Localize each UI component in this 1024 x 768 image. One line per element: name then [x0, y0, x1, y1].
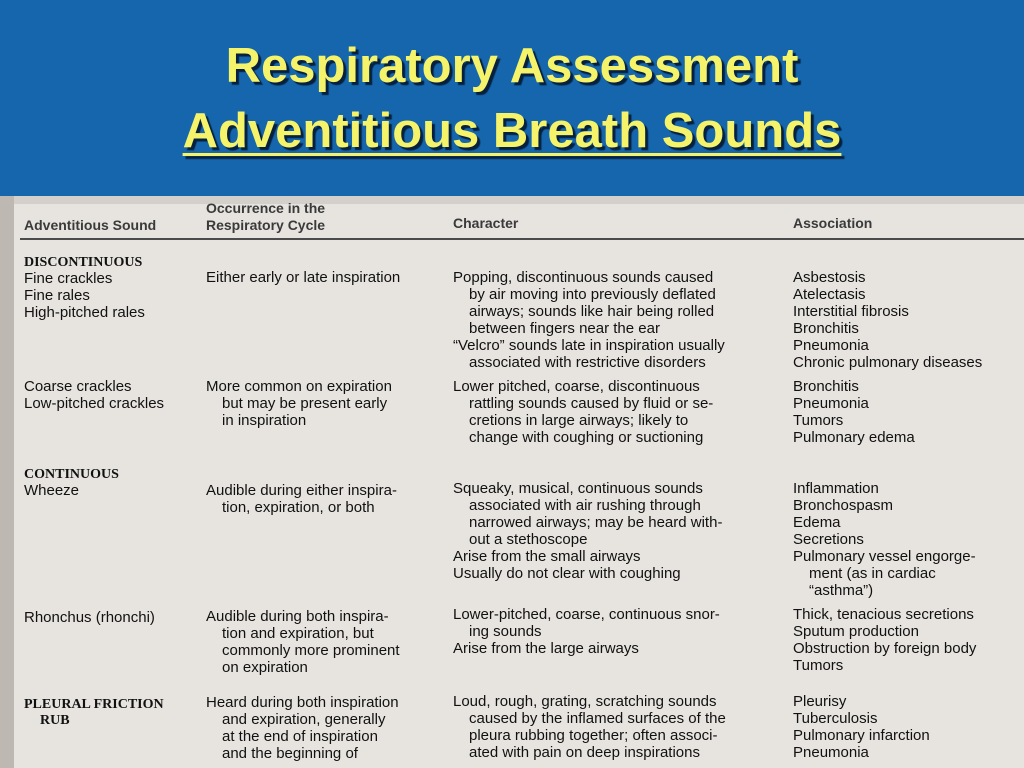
character-line: between fingers near the ear	[469, 320, 660, 337]
association-line: Edema	[793, 514, 841, 531]
association-line: Bronchitis	[793, 378, 859, 395]
slide-subtitle	[0, 103, 1024, 159]
row-coarse-crackles-association	[793, 378, 915, 446]
row-wheeze-occurrence	[206, 482, 397, 516]
character-line: cretions in large airways; likely to	[469, 412, 689, 429]
row-rhonchus-character	[453, 606, 720, 657]
occurrence-line: on expiration	[222, 659, 308, 676]
paper-gutter	[0, 196, 14, 768]
association-line: Asbestosis	[793, 269, 866, 286]
association-line: Tumors	[793, 657, 844, 674]
header-occurrence-line2: Respiratory Cycle	[206, 217, 326, 233]
character-line: caused by the inflamed surfaces of the	[469, 710, 726, 727]
occurrence-line: and expiration, generally	[222, 711, 386, 728]
association-line: Pleurisy	[793, 693, 847, 710]
slide-title: Respiratory Assessment	[225, 39, 799, 93]
header-character: Character	[453, 215, 519, 231]
row-pleural-rub-occurrence	[206, 694, 399, 762]
character-line: Popping, discontinuous sounds caused	[453, 269, 714, 286]
row-wheeze-sound	[24, 482, 79, 499]
character-line: Loud, rough, grating, scratching sounds	[453, 693, 717, 710]
association-line: Pneumonia	[793, 744, 869, 761]
row-rhonchus-association	[793, 606, 976, 674]
association-line: Thick, tenacious secretions	[793, 606, 974, 623]
character-line: airways; sounds like hair being rolled	[469, 303, 715, 320]
section-pleural-rub: RUB	[40, 713, 70, 728]
row-coarse-crackles-sound	[24, 378, 164, 412]
association-line: Sputum production	[793, 623, 919, 640]
association-line: ment (as in cardiac	[809, 565, 936, 582]
occurrence-line: More common on expiration	[206, 378, 392, 395]
character-line: ated with pain on deep inspirations	[469, 744, 700, 761]
sound-line: Low-pitched crackles	[24, 395, 165, 412]
occurrence-line: but may be present early	[222, 395, 388, 412]
header-association: Association	[793, 215, 873, 231]
row-wheeze-association	[793, 480, 976, 599]
paper-edge	[0, 196, 1024, 204]
sound-line: Fine rales	[24, 287, 90, 304]
row-rhonchus-occurrence	[206, 608, 400, 676]
row-pleural-rub-association	[793, 693, 930, 761]
character-line: ing sounds	[469, 623, 542, 640]
occurrence-line: Either early or late inspiration	[206, 269, 401, 286]
occurrence-line: at the end of inspiration	[222, 728, 378, 745]
row-fine-crackles-association	[793, 269, 982, 371]
row-coarse-crackles-character	[453, 378, 713, 446]
row-pleural-rub-character	[453, 693, 726, 761]
association-line: Bronchitis	[793, 320, 859, 337]
header-adventitious-sound: Adventitious Sound	[24, 217, 157, 233]
character-line: change with coughing or suctioning	[469, 429, 704, 446]
occurrence-line: Heard during both inspiration	[206, 694, 399, 711]
slide-header	[0, 0, 1024, 196]
association-line: Tuberculosis	[793, 710, 878, 727]
row-rhonchus-sound	[24, 609, 155, 626]
occurrence-line: in inspiration	[222, 412, 307, 429]
row-coarse-crackles-occurrence	[206, 378, 392, 429]
character-line: pleura rubbing together; often associ-	[469, 727, 718, 744]
character-line: associated with restrictive disorders	[469, 354, 706, 371]
section-pleural-friction: PLEURAL FRICTION	[24, 697, 164, 712]
occurrence-line: Audible during both inspira-	[206, 608, 389, 625]
occurrence-line: Audible during either inspira-	[206, 482, 397, 499]
character-line: narrowed airways; may be heard with-	[469, 514, 723, 531]
association-line: “asthma”)	[809, 582, 874, 599]
row-fine-crackles-occurrence	[206, 269, 400, 286]
character-line: Squeaky, musical, continuous sounds	[453, 480, 703, 497]
sound-line: Coarse crackles	[24, 378, 132, 395]
character-line: by air moving into previously deflated	[469, 286, 716, 303]
association-line: Pulmonary infarction	[793, 727, 930, 744]
character-line: out a stethoscope	[469, 531, 588, 548]
association-line: Interstitial fibrosis	[793, 303, 909, 320]
character-line: Lower pitched, coarse, discontinuous	[453, 378, 700, 395]
sound-line: High-pitched rales	[24, 304, 145, 321]
association-line: Pneumonia	[793, 337, 869, 354]
association-line: Pulmonary edema	[793, 429, 915, 446]
header-rule	[20, 238, 1024, 240]
character-line: “Velcro” sounds late in inspiration usually	[453, 337, 725, 354]
occurrence-line: commonly more prominent	[222, 642, 400, 659]
association-line: Chronic pulmonary diseases	[793, 354, 983, 371]
section-discontinuous: DISCONTINUOUS	[24, 255, 143, 270]
character-line: associated with air rushing through	[469, 497, 701, 514]
character-line: Usually do not clear with coughing	[453, 565, 681, 582]
character-line: Arise from the large airways	[453, 640, 639, 657]
association-line: Tumors	[793, 412, 844, 429]
sound-line: Wheeze	[24, 482, 80, 499]
association-line: Inflammation	[793, 480, 879, 497]
occurrence-line: tion and expiration, but	[222, 625, 374, 642]
sound-line: Rhonchus (rhonchi)	[24, 609, 155, 626]
sound-line: Fine crackles	[24, 270, 113, 287]
character-line: rattling sounds caused by fluid or se-	[469, 395, 714, 412]
scanned-table	[0, 196, 1024, 768]
row-wheeze-character	[453, 480, 722, 582]
section-continuous: CONTINUOUS	[24, 467, 119, 482]
association-line: Atelectasis	[793, 286, 866, 303]
occurrence-line: tion, expiration, or both	[222, 499, 375, 516]
header-occurrence-line1: Occurrence in the	[206, 200, 326, 216]
occurrence-line: and the beginning of	[222, 745, 358, 762]
row-fine-crackles-sound	[24, 270, 145, 321]
character-line: Arise from the small airways	[453, 548, 641, 565]
association-line: Obstruction by foreign body	[793, 640, 977, 657]
association-line: Pulmonary vessel engorge-	[793, 548, 976, 565]
association-line: Secretions	[793, 531, 864, 548]
character-line: Lower-pitched, coarse, continuous snor-	[453, 606, 720, 623]
association-line: Pneumonia	[793, 395, 869, 412]
row-fine-crackles-character	[453, 269, 725, 371]
slide-subtitle-text: Adventitious Breath Sounds	[182, 104, 842, 158]
association-line: Bronchospasm	[793, 497, 894, 514]
